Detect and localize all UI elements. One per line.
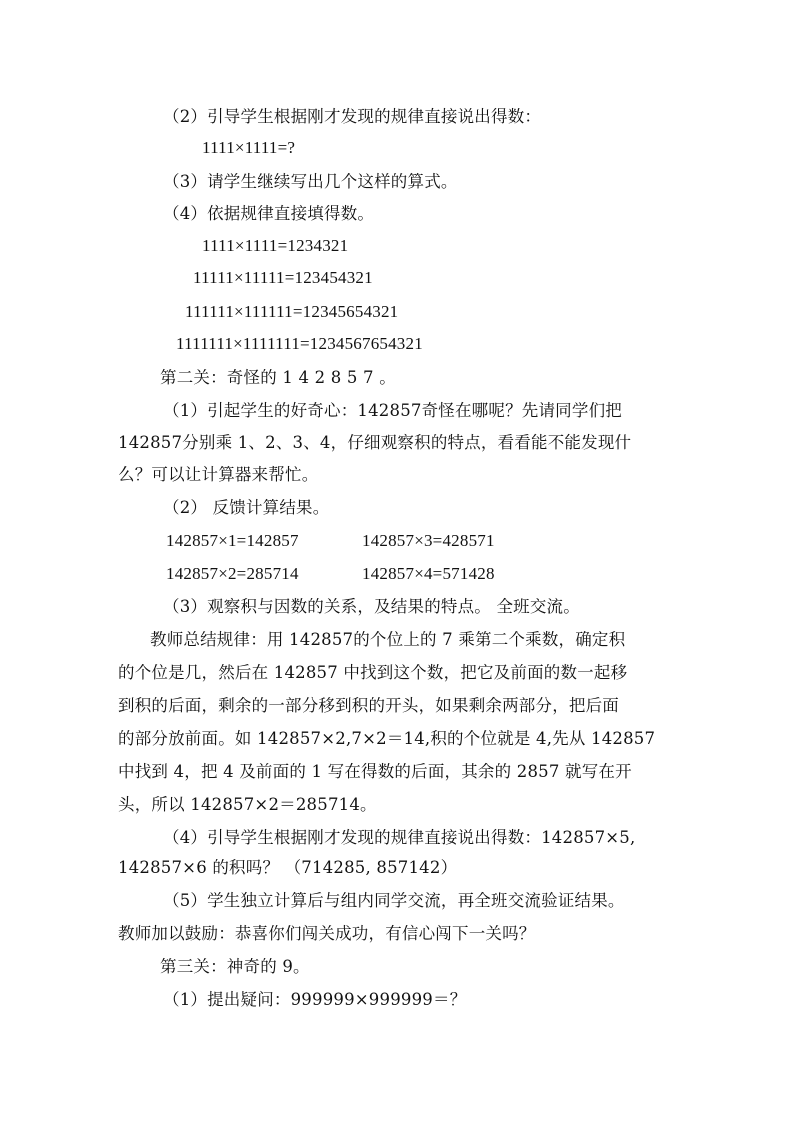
text-line: 头，所以 142857×2＝285714。 [118, 795, 377, 814]
text-line: 142857×6 的积吗？ （714285, 857142） [118, 858, 458, 877]
text-line: 142857×3=428571 [362, 531, 495, 550]
text-line: （4）引导学生根据刚才发现的规律直接说出得数：142857×5, [163, 828, 636, 847]
text-line: （4）依据规律直接填得数。 [163, 204, 375, 223]
text-line: 142857分别乘 1、2、3、4，仔细观察积的特点，看看能不能发现什 [118, 433, 632, 452]
text-line: 第三关：神奇的 9。 [160, 957, 310, 976]
text-line: （3）观察积与因数的关系，及结果的特点。 全班交流。 [163, 597, 580, 616]
text-line: 142857×1=142857 [166, 531, 299, 550]
text-line: 的个位是几，然后在 142857 中找到这个数，把它及前面的数一起移 [118, 663, 628, 682]
text-line: （1）引起学生的好奇心：142857奇怪在哪呢？先请同学们把 [163, 401, 622, 420]
text-line: 教师总结规律：用 142857的个位上的 7 乘第二个乘数，确定积 [150, 630, 626, 649]
text-line: 的部分放前面。如 142857×2,7×2＝14,积的个位就是 4,先从 142857 [118, 729, 656, 748]
text-line: 11111×11111=123454321 [193, 268, 373, 287]
text-line: 么？可以让计算器来帮忙。 [118, 465, 319, 484]
text-line: （1）提出疑问：999999×999999＝？ [163, 990, 467, 1009]
text-line: （2） 反馈计算结果。 [163, 498, 330, 517]
text-line: 111111×111111=12345654321 [185, 302, 399, 321]
text-line: 1111×1111=? [202, 138, 296, 157]
text-line: （3）请学生继续写出几个这样的算式。 [163, 172, 458, 191]
text-line: 第二关：奇怪的 1 4 2 8 5 7 。 [160, 368, 396, 387]
text-line: 142857×4=571428 [362, 564, 495, 583]
text-line: 中找到 4，把 4 及前面的 1 写在得数的后面，其余的 2857 就写在开 [118, 762, 632, 781]
text-line: 到积的后面，剩余的一部分移到积的开头，如果剩余两部分，把后面 [118, 696, 619, 715]
text-line: 142857×2=285714 [166, 564, 299, 583]
text-line: （5）学生独立计算后与组内同学交流，再全班交流验证结果。 [163, 891, 625, 910]
text-line: 1111×1111=1234321 [202, 236, 349, 255]
text-line: 1111111×1111111=1234567654321 [176, 334, 423, 353]
text-line: （2）引导学生根据刚才发现的规律直接说出得数： [163, 107, 542, 126]
text-line: 教师加以鼓励：恭喜你们闯关成功，有信心闯下一关吗？ [118, 924, 536, 943]
